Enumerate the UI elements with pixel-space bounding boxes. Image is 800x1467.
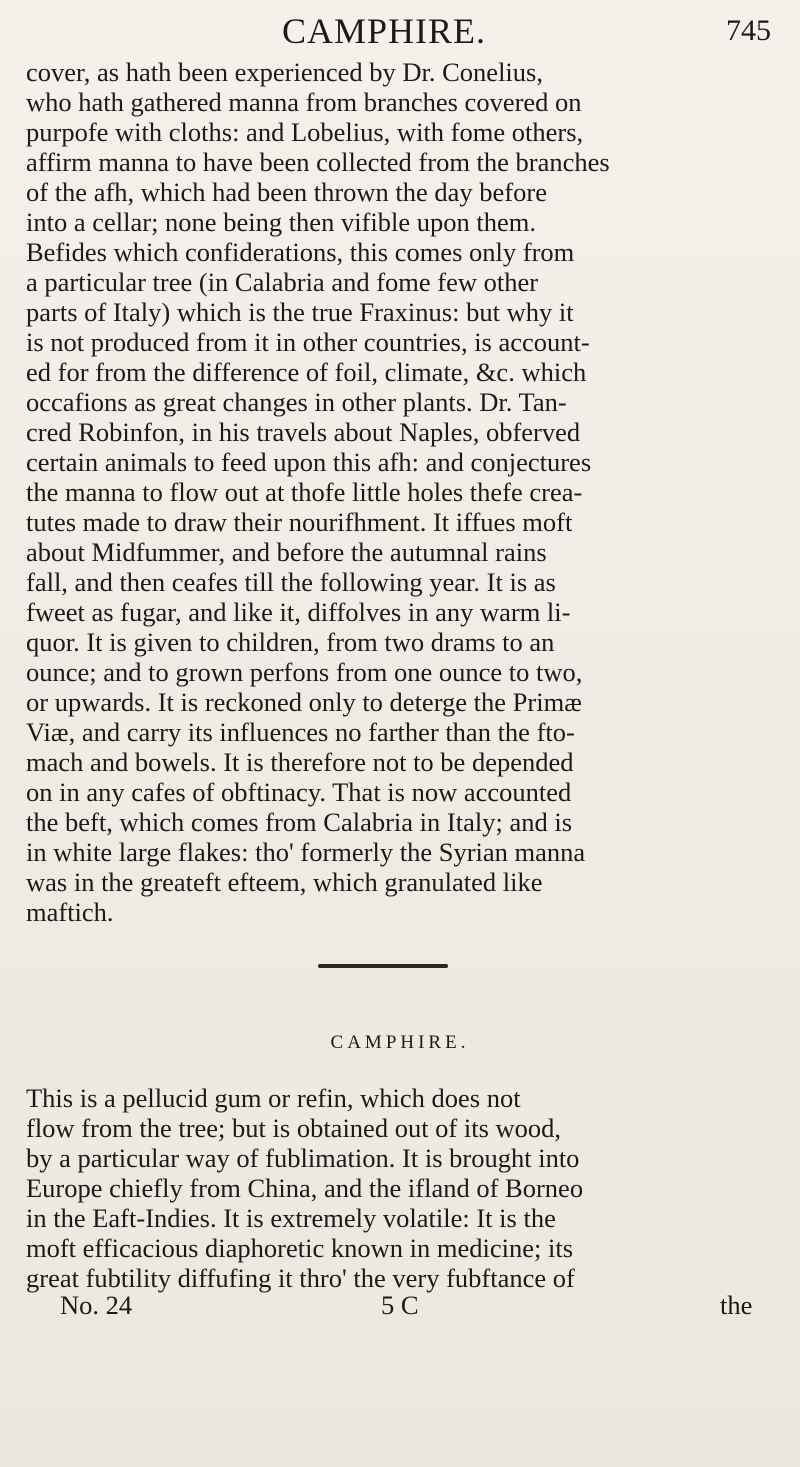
text-line: fall, and then ceafes till the following year. It is as: [26, 567, 556, 597]
running-title: CAMPHIRE.: [282, 11, 487, 51]
text-line: into a cellar; none being then vifible upon them.: [26, 207, 536, 237]
text-line: in white large flakes: tho' formerly the Syrian manna: [26, 837, 586, 867]
text-line: great fubtility diffufing it thro' the very fubftance of: [26, 1263, 575, 1293]
text-line: moft efficacious diaphoretic known in medicine; its: [26, 1233, 574, 1263]
text-line: the manna to flow out at thofe little holes thefe crea-: [26, 477, 583, 507]
text-line: or upwards. It is reckoned only to deterge the Primæ: [26, 687, 582, 717]
text-line: the beft, which comes from Calabria in Italy; and is: [26, 807, 573, 837]
text-line: was in the greateft efteem, which granulated like: [26, 867, 543, 897]
text-line: about Midfummer, and before the autumnal rains: [26, 537, 547, 567]
page-number: 745: [726, 14, 771, 47]
text-line: certain animals to feed upon this afh: and conjectures: [26, 447, 592, 477]
text-line: who hath gathered manna from branches covered on: [26, 87, 582, 117]
signature-mark: 5 C: [381, 1290, 419, 1320]
issue-number: No. 24: [60, 1290, 133, 1320]
text-line: a particular tree (in Calabria and fome few other: [26, 267, 539, 297]
page-footer: [0, 1290, 800, 1322]
section-heading: CAMPHIRE.: [330, 1032, 470, 1053]
catchword: the: [720, 1290, 753, 1320]
text-line: cover, as hath been experienced by Dr. Conelius,: [26, 57, 543, 87]
text-line: occafions as great changes in other plants. Dr. Tan-: [26, 387, 567, 417]
text-line: mach and bowels. It is therefore not to be depended: [26, 747, 574, 777]
text-line: Europe chiefly from China, and the ifland of Borneo: [26, 1173, 584, 1203]
text-line: purpofe with cloths: and Lobelius, with fome others,: [26, 117, 584, 147]
text-line: by a particular way of fublimation. It is brought into: [26, 1143, 580, 1173]
text-line: Befides which confiderations, this comes only from: [26, 237, 575, 267]
text-line: quor. It is given to children, from two drams to an: [26, 627, 555, 657]
body-text: [26, 57, 766, 927]
text-line: affirm manna to have been collected from the branches: [26, 147, 610, 177]
text-line: flow from the tree; but is obtained out of its wood,: [26, 1113, 562, 1143]
text-line: fweet as fugar, and like it, diffolves in any warm li-: [26, 597, 571, 627]
text-line: in the Eaft-Indies. It is extremely volatile: It is the: [26, 1203, 556, 1233]
section-divider: [318, 964, 448, 968]
text-line: on in any cafes of obftinacy. That is now accounted: [26, 777, 572, 807]
text-line: ounce; and to grown perfons from one ounce to two,: [26, 657, 583, 687]
section-text: [26, 1083, 766, 1293]
text-line: maftich.: [26, 897, 114, 927]
text-line: This is a pellucid gum or refin, which does not: [26, 1083, 521, 1113]
text-line: parts of Italy) which is the true Fraxinus: but why it: [26, 297, 574, 327]
running-head: [0, 10, 800, 50]
text-line: cred Robinfon, in his travels about Naples, obferved: [26, 417, 581, 447]
text-line: Viæ, and carry its influences no farther than the fto-: [26, 717, 575, 747]
text-line: is not produced from it in other countries, is account-: [26, 327, 590, 357]
text-line: of the afh, which had been thrown the day before: [26, 177, 547, 207]
text-line: ed for from the difference of foil, climate, &c. which: [26, 357, 587, 387]
text-line: tutes made to draw their nourifhment. It iffues moft: [26, 507, 573, 537]
